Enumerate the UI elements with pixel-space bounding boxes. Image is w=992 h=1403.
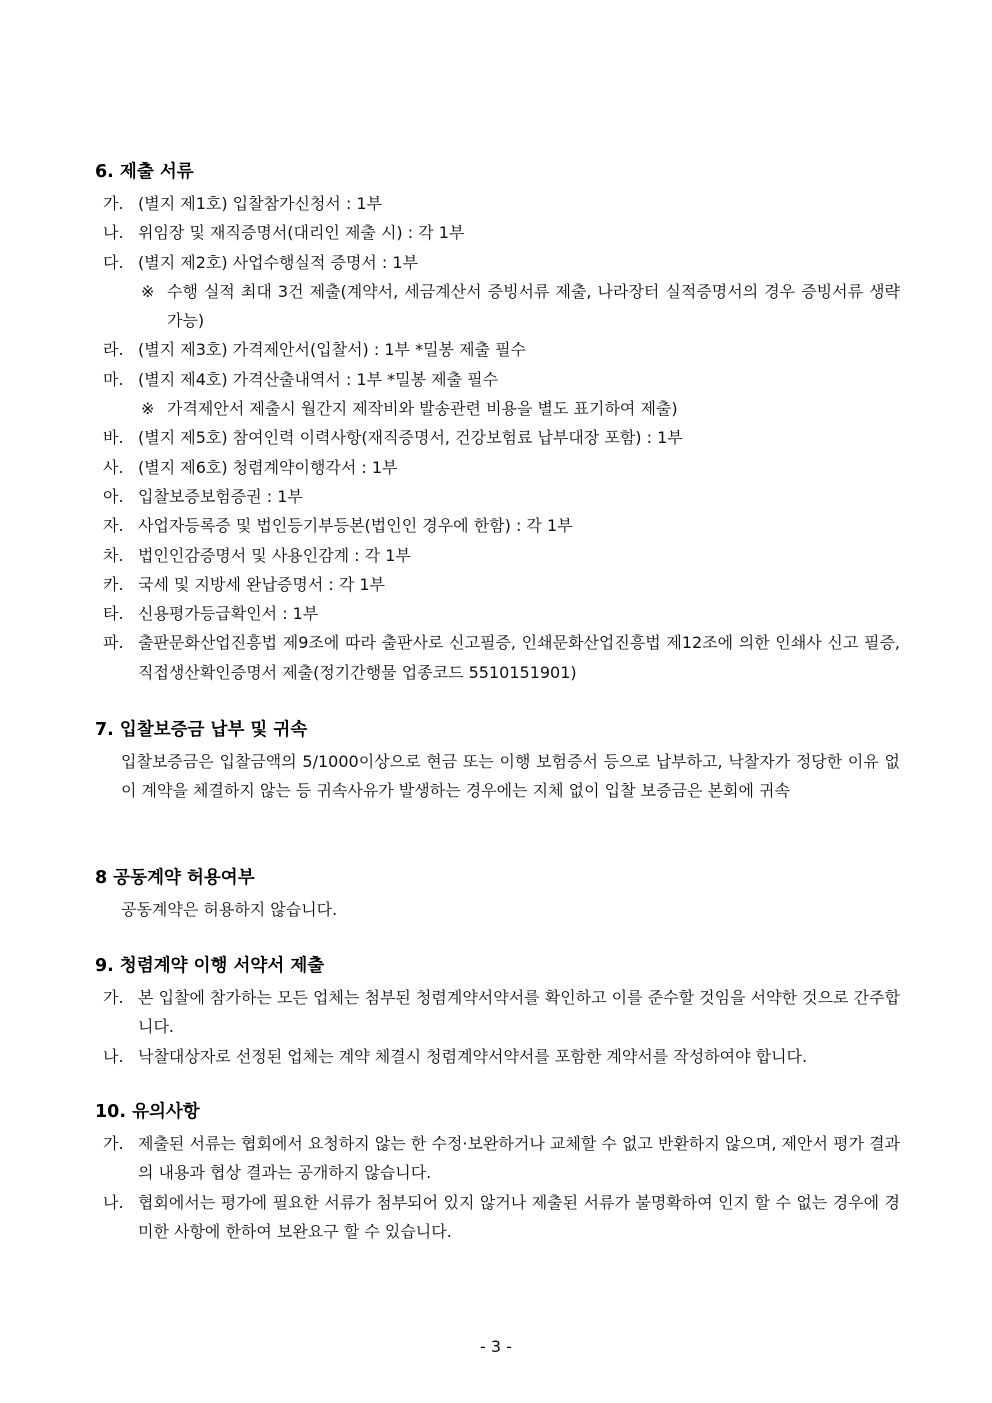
list-item: 자. 사업자등록증 및 법인등기부등본(법인인 경우에 한함) : 각 1부 [103,516,573,536]
section-paragraph: 공동계약은 허용하지 않습니다. [121,900,338,919]
list-item: 차. 법인인감증명서 및 사용인감계 : 각 1부 [103,545,411,565]
list-item: 가. (별지 제1호) 입찰참가신청서 : 1부 [103,194,383,213]
list-item: 다. (별지 제2호) 사업수행실적 증명서 : 1부 [103,252,419,272]
list-item: 나. 협회에서는 평가에 필요한 서류가 첨부되어 있지 않거나 제출된 서류가 불명확하여 인지 할 수 없는 경우에 경미한 사항에 한하여 보완요구 할 수 있습니다. [103,1192,900,1241]
page-number: - 3 - [480,1337,512,1356]
list-item: 파. 출판문화산업진흥법 제9조에 따라 출판사로 신고필증, 인쇄문화산업진흥법 제12조에 의한 인쇄사 신고 필증, 직접생산확인증명서 제출(정기간행물 업종코드 5510151901) [103,633,900,682]
list-item: 나. 낙찰대상자로 선정된 업체는 계약 체결시 청렴계약서약서를 포함한 계약서를 작성하여야 합니다. [103,1046,808,1066]
section-bid-bond [95,718,900,806]
list-item: 바. (별지 제5호) 참여인력 이력사항(재직증명서, 건강보험료 납부대장 포함) : 1부 [103,428,683,448]
section-heading: 10. 유의사항 [95,1102,200,1122]
section-notes [95,1100,900,1246]
list-item: 카. 국세 및 지방세 완납증명서 : 각 1부 [103,574,386,594]
list-item: 타. 신용평가등급확인서 : 1부 [103,604,319,624]
list-item: 라. (별지 제3호) 가격제안서(입찰서) : 1부 *밀봉 제출 필수 [103,340,526,360]
section-submission-documents [95,160,900,687]
section-heading: 9. 청렴계약 이행 서약서 제출 [95,956,325,976]
section-heading: 6. 제출 서류 [95,162,194,182]
note-item: ※ 수행 실적 최대 3건 제출(계약서, 세금계산서 증빙서류 제출, 나라장터 실적증명서의 경우 증빙서류 생략 가능) [141,281,900,331]
list-item: 아. 입찰보증보험증권 : 1부 [103,486,303,506]
list-item: 마. (별지 제4호) 가격산출내역서 : 1부 *밀봉 제출 필수 [103,369,499,389]
section-integrity-pledge [95,954,900,1071]
section-heading: 8 공동계약 허용여부 [95,868,255,888]
list-item: 나. 위임장 및 재직증명서(대리인 제출 시) : 각 1부 [103,223,465,243]
section-joint-contract [95,866,900,924]
section-heading: 7. 입찰보증금 납부 및 귀속 [95,720,308,740]
list-item: 가. 제출된 서류는 협회에서 요청하지 않는 한 수정·보완하거나 교체할 수 없고 반환하지 않으며, 제안서 평가 결과의 내용과 협상 결과는 공개하지 않습니다. [103,1134,900,1183]
list-item: 가. 본 입찰에 참가하는 모든 업체는 첨부된 청렴계약서약서를 확인하고 이를 준수할 것임을 서약한 것으로 간주합니다. [103,988,900,1037]
list-item: 사. (별지 제6호) 청렴계약이행각서 : 1부 [103,457,398,477]
section-paragraph: 입찰보증금은 입찰금액의 5/1000이상으로 현금 또는 이행 보험증서 등으로 납부하고, 낙찰자가 정당한 이유 없이 계약을 체결하지 않는 등 귀속사유가 발생하는 경우에는 지체 없이 입찰 보증금은 본회에 귀속 [121,752,900,801]
note-item: ※ 가격제안서 제출시 월간지 제작비와 발송관련 비용을 별도 표기하여 제출) [141,399,678,419]
